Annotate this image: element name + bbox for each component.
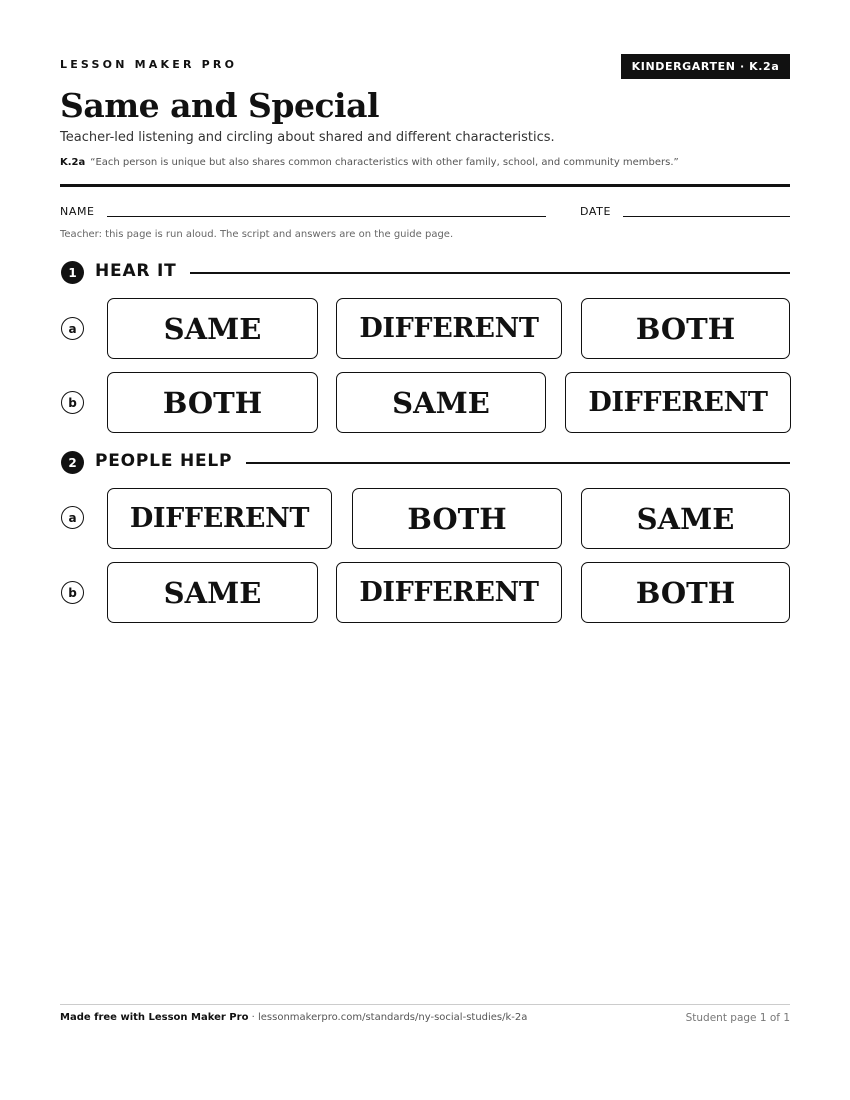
row-label: b: [61, 391, 84, 414]
standard-line: [60, 157, 679, 168]
answer-choice-same[interactable]: SAME: [581, 488, 790, 549]
answer-choice-different[interactable]: DIFFERENT: [336, 562, 562, 623]
footer-url-link[interactable]: lessonmakerpro.com/standards/ny-social-studies/k-2a: [257, 1012, 528, 1023]
row-label: a: [61, 506, 84, 529]
answer-choice-same[interactable]: SAME: [107, 562, 318, 623]
page-subtitle: Teacher-led listening and circling about shared and different characteristics.: [60, 130, 555, 145]
page-indicator: Student page 1 of 1: [685, 1012, 790, 1024]
answer-choice-different[interactable]: DIFFERENT: [565, 372, 791, 433]
row-label: a: [61, 317, 84, 340]
teacher-note: Teacher: this page is run aloud. The script and answers are on the guide page.: [60, 229, 454, 240]
header-divider: [60, 184, 790, 187]
footer-credit: [60, 1012, 527, 1023]
name-label: NAME: [60, 205, 95, 218]
footer-divider: [60, 1004, 790, 1005]
section-number: 2: [61, 451, 84, 474]
answer-choice-both[interactable]: BOTH: [581, 562, 790, 623]
section-title: HEAR IT: [95, 261, 177, 281]
answer-choice-same[interactable]: SAME: [336, 372, 546, 433]
brand-name: LESSON MAKER PRO: [60, 58, 238, 71]
section-rule: [246, 462, 790, 464]
footer-made-with: Made free with Lesson Maker Pro: [60, 1012, 249, 1023]
standard-text: “Each person is unique but also shares common characteristics with other family, school, and community members.”: [90, 157, 679, 168]
grade-badge: KINDERGARTEN · K.2a: [621, 54, 790, 79]
section-number: 1: [61, 261, 84, 284]
footer-separator: ·: [248, 1012, 258, 1023]
answer-choice-different[interactable]: DIFFERENT: [336, 298, 562, 359]
date-label: DATE: [580, 205, 612, 218]
answer-choice-both[interactable]: BOTH: [581, 298, 790, 359]
page-title: Same and Special: [60, 86, 380, 125]
name-field[interactable]: [107, 216, 546, 217]
section-rule: [190, 272, 790, 274]
row-label: b: [61, 581, 84, 604]
section-title: PEOPLE HELP: [95, 451, 233, 471]
standard-code: K.2a: [60, 157, 86, 168]
date-field[interactable]: [623, 216, 790, 217]
answer-choice-different[interactable]: DIFFERENT: [107, 488, 332, 549]
answer-choice-same[interactable]: SAME: [107, 298, 318, 359]
answer-choice-both[interactable]: BOTH: [352, 488, 562, 549]
answer-choice-both[interactable]: BOTH: [107, 372, 318, 433]
